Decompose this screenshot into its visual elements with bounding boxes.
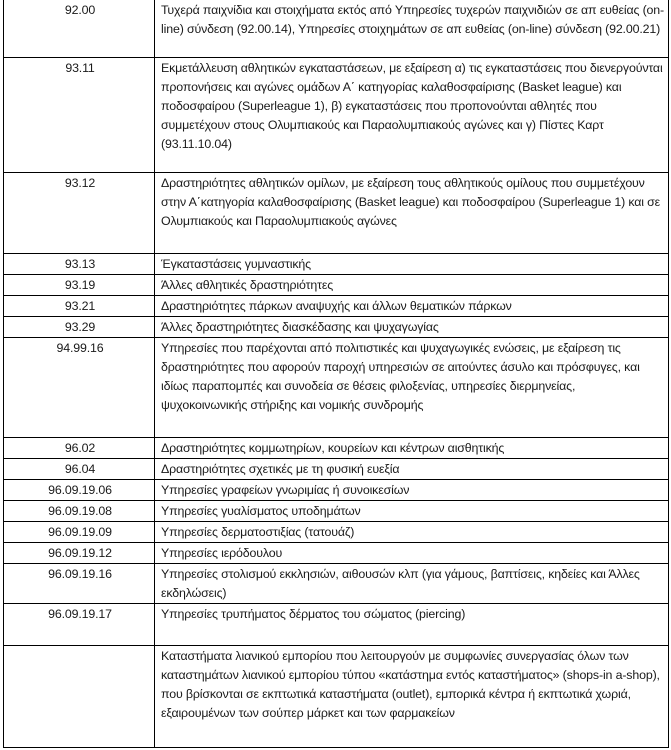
activity-code: 96.09.19.06 bbox=[4, 480, 155, 501]
table-row bbox=[4, 543, 669, 564]
activity-code: 96.09.19.08 bbox=[4, 501, 155, 522]
activity-code: 96.09.19.09 bbox=[4, 522, 155, 543]
activity-description: Δραστηριότητες σχετικές με τη φυσική ευεξία bbox=[155, 459, 669, 480]
activity-code: 96.02 bbox=[4, 438, 155, 459]
activity-description: Άλλες δραστηριότητες διασκέδασης και ψυχαγωγίας bbox=[155, 317, 669, 338]
activity-description: Τυχερά παιχνίδια και στοιχήματα εκτός από Υπηρεσίες τυχερών παιχνιδιών σε απ ευθείας (on-line) σύνδεση (92.00.14), Υπηρεσίες στοιχημάτων σε απ ευθείας (on-line) σύνδεση (92.00.21) bbox=[155, 0, 669, 58]
table-row bbox=[4, 275, 669, 296]
activity-code: 93.13 bbox=[4, 254, 155, 275]
activity-code: 96.09.19.12 bbox=[4, 543, 155, 564]
activity-code: 94.99.16 bbox=[4, 338, 155, 438]
activity-code: 96.04 bbox=[4, 459, 155, 480]
activity-code: 92.00 bbox=[4, 0, 155, 58]
table-row bbox=[4, 564, 669, 604]
table-row bbox=[4, 0, 669, 58]
table-row bbox=[4, 480, 669, 501]
activity-description: Έγκαταστάσεις γυμναστικής bbox=[155, 254, 669, 275]
activity-description: Άλλες αθλητικές δραστηριότητες bbox=[155, 275, 669, 296]
activity-description: Υπηρεσίες που παρέχονται από πολιτιστικές και ψυχαγωγικές ενώσεις, με εξαίρεση τις δραστηριότητες που αφορούν παροχή υπηρεσιών σε αιτούντες άσυλο και πρόσφυγες, και ιδίως παραπομπές και συνοδεία σε θέσεις φιλοξενίας, υπηρεσίες διερμηνείας, ψυχοκοινωνικής στήριξης και νομικής συνδρομής bbox=[155, 338, 669, 438]
activity-description: Υπηρεσίες στολισμού εκκλησιών, αιθουσών κλπ (για γάμους, βαπτίσεις, κηδείες και Άλλες εκδηλώσεις) bbox=[155, 564, 669, 604]
activity-description: Δραστηριότητες πάρκων αναψυχής και άλλων θεματικών πάρκων bbox=[155, 296, 669, 317]
table-row bbox=[4, 317, 669, 338]
activity-codes-table bbox=[3, 0, 669, 748]
table-row bbox=[4, 338, 669, 438]
table-row bbox=[4, 173, 669, 254]
table-row bbox=[4, 501, 669, 522]
table-row bbox=[4, 296, 669, 317]
activity-code: 96.09.19.16 bbox=[4, 564, 155, 604]
activity-description: Δραστηριότητες αθλητικών ομίλων, με εξαίρεση τους αθλητικούς ομίλους που συμμετέχουν στην Α΄κατηγορία καλαθοσφαίρισης (Basket league) και ποδοσφαίρου (Superleague 1) και σε Ολυμπιακούς και Παραολυμπιακούς αγώνες bbox=[155, 173, 669, 254]
activity-description: Καταστήματα λιανικού εμπορίου που λειτουργούν με συμφωνίες συνεργασίας όλων των καταστημάτων λιανικού εμπορίου τύπου «κατάστημα εντός καταστήματος» (shops-in a-shop), που βρίσκονται σε εκπτωτικά καταστήματα (outlet), εμπορικά κέντρα ή εκπτωτικά χωριά, εξαιρουμένων των σούπερ μάρκετ και των φαρμακείων bbox=[155, 646, 669, 748]
activity-code: 93.12 bbox=[4, 173, 155, 254]
activity-code: 93.11 bbox=[4, 58, 155, 173]
table-row bbox=[4, 58, 669, 173]
activity-code: 93.21 bbox=[4, 296, 155, 317]
table-row bbox=[4, 604, 669, 646]
table-row bbox=[4, 459, 669, 480]
activity-description: Υπηρεσίες γραφείων γνωριμίας ή συνοικεσίων bbox=[155, 480, 669, 501]
table-row bbox=[4, 438, 669, 459]
activity-description: Υπηρεσίες δερματοστιξίας (τατουάζ) bbox=[155, 522, 669, 543]
activity-description: Υπηρεσίες γυαλίσματος υποδημάτων bbox=[155, 501, 669, 522]
activity-description: Δραστηριότητες κομμωτηρίων, κουρείων και κέντρων αισθητικής bbox=[155, 438, 669, 459]
activity-code: 96.09.19.17 bbox=[4, 604, 155, 646]
activity-description: Υπηρεσίες τρυπήματος δέρματος του σώματος (piercing) bbox=[155, 604, 669, 646]
table-row bbox=[4, 254, 669, 275]
activity-description: Εκμετάλλευση αθλητικών εγκαταστάσεων, με εξαίρεση α) τις εγκαταστάσεις που διενεργούνται προπονήσεις και αγώνες ομάδων Α΄ κατηγορίας καλαθοσφαίρισης (Basket league) και ποδοσφαίρου (Superleague 1), β) εγκαταστάσεις που προπονούνται αθλητές που συμμετέχουν στους Ολυμπιακούς και Παραολυμπιακούς αγώνες και γ) Πίστες Καρτ (93.11.10.04) bbox=[155, 58, 669, 173]
table-row bbox=[4, 646, 669, 748]
activity-description: Υπηρεσίες ιερόδουλου bbox=[155, 543, 669, 564]
activity-code: 93.19 bbox=[4, 275, 155, 296]
activity-code bbox=[4, 646, 155, 748]
activity-code: 93.29 bbox=[4, 317, 155, 338]
table-row bbox=[4, 522, 669, 543]
